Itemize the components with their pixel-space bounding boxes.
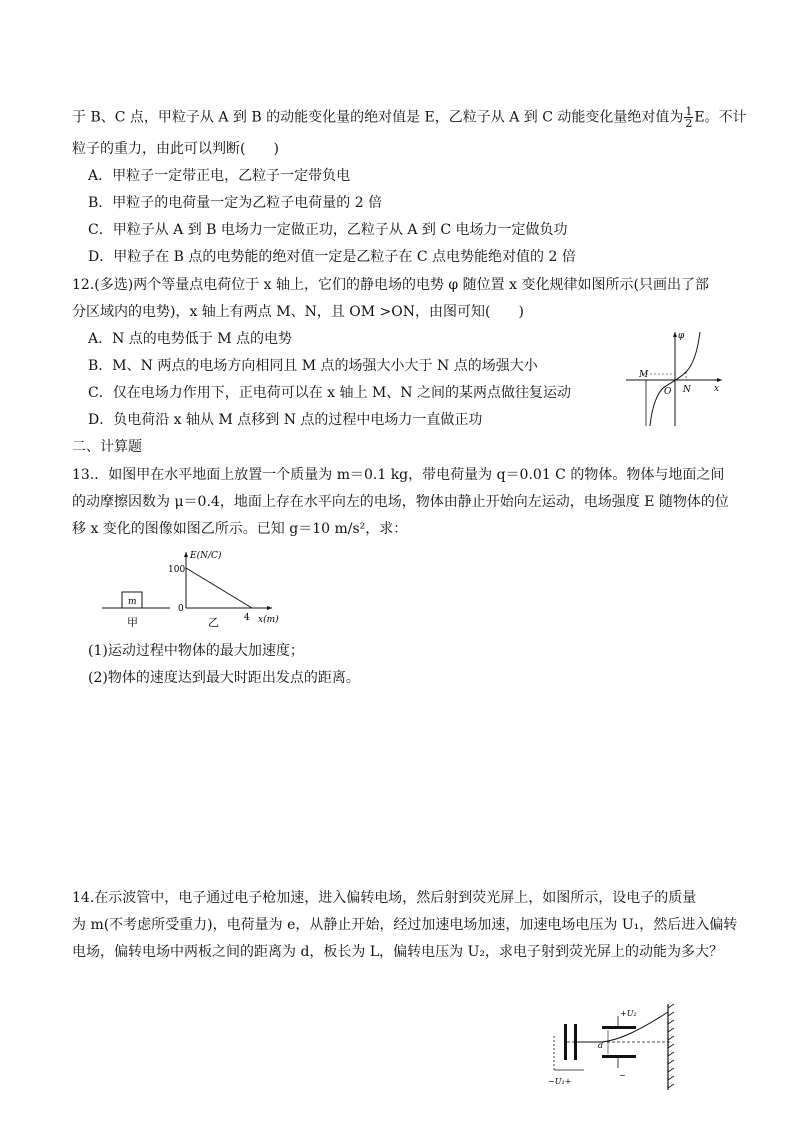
- x-axis-label: x(m): [258, 615, 279, 625]
- x-axis-arrow: [717, 378, 722, 382]
- u2-label: +U₂: [620, 1009, 637, 1018]
- phi-label: φ: [678, 331, 685, 341]
- cathode-plate: [564, 1024, 567, 1060]
- x-axis-arrow: [267, 606, 272, 610]
- q13-figures: [100, 548, 290, 630]
- q12-option-d: D．负电荷沿 x 轴从 M 点移到 N 点的过程中电场力一直做正功: [88, 412, 483, 428]
- q14-line-3: 电场，偏转电场中两板之间的距离为 d，板长为 L，偏转电压为 U₂，求电子射到荧光屏上的动能为多大？: [72, 944, 724, 960]
- q11-line-1: [72, 106, 747, 129]
- n-label: N: [683, 385, 691, 395]
- e-axis-arrow: [184, 552, 188, 557]
- section-title: 二、计算题: [72, 439, 142, 455]
- screen-hatching: [668, 1004, 674, 1088]
- q11-line-2: 粒子的重力，由此可以判断( ): [72, 141, 279, 157]
- q13-line-3: 移 x 变化的图像如图乙所示。已知 g＝10 m/s²，求：: [72, 521, 408, 537]
- q13-sub-1: (1)运动过程中物体的最大加速度；: [88, 643, 304, 659]
- upper-plate: [602, 1026, 636, 1029]
- fraction-denominator: 2: [685, 117, 693, 130]
- e-axis-label: E(N/C): [190, 551, 222, 561]
- q12-potential-graph: [622, 326, 728, 430]
- m-label: M: [639, 370, 649, 380]
- origin-label: O: [664, 387, 672, 397]
- q12-option-c: C．仅在电场力作用下，正电荷可以在 x 轴上 M、N 之间的某两点做往复运动: [88, 385, 571, 401]
- figure-jia-label: 甲: [127, 616, 138, 629]
- fraction-numerator: 1: [685, 105, 693, 118]
- e-max-label: 100: [168, 565, 186, 575]
- q11-line-1-pre: 于 B、C 点，甲粒子从 A 到 B 的动能变化量的绝对值是 E，乙粒子从 A 到 C 动能变化量绝对值为: [72, 109, 684, 126]
- figure-jia: [102, 592, 170, 629]
- u1-label: −U₁+: [548, 1077, 572, 1086]
- deflecting-field: [577, 1009, 668, 1080]
- q14-oscilloscope-diagram: [540, 1002, 680, 1094]
- q12-option-b: B．M、N 两点的电场方向相同且 M 点的场强大小大于 N 点的场强大小: [88, 358, 538, 374]
- x-max-label: 4: [244, 613, 250, 623]
- q11-option-c: C．甲粒子从 A 到 B 电场力一定做正功，乙粒子从 A 到 C 电场力一定做负功: [88, 222, 568, 238]
- d-label: d: [598, 1041, 604, 1050]
- phi-axis-arrow: [673, 332, 677, 337]
- figure-yi-label: 乙: [208, 616, 219, 629]
- e-x-line: [186, 568, 252, 608]
- figure-yi-graph: [168, 550, 279, 629]
- q11-option-d: D．甲粒子在 B 点的电势能的绝对值一定是乙粒子在 C 点电势能绝对值的 2 倍: [88, 249, 576, 265]
- q13-sub-2: (2)物体的速度达到最大时距出发点的距离。: [88, 670, 360, 686]
- q12-line-2: 分区域内的电势)，x 轴上有两点 M、N，且 OM >ON，由图可知( ): [72, 304, 524, 320]
- q12-option-a: A．N 点的电势低于 M 点的电势: [88, 331, 293, 347]
- q13-line-2: 的动摩擦因数为 μ＝0.4，地面上存在水平向左的电场，物体由静止开始向左运动，电场强度 E 随物体的位: [72, 494, 729, 510]
- block-label: m: [128, 597, 137, 607]
- minus-label: −: [619, 1071, 626, 1080]
- accelerating-field: [548, 1024, 584, 1086]
- q13-line-1: 13.．如图甲在水平地面上放置一个质量为 m＝0.1 kg，带电荷量为 q＝0.01 C 的物体。物体与地面之间: [72, 467, 725, 483]
- q14-line-2: 为 m(不考虑所受重力)，电荷量为 e，从静止开始，经过加速电场加速，加速电场电压为 U₁，然后进入偏转: [72, 917, 738, 933]
- zero-label: 0: [178, 604, 184, 614]
- q12-line-1: 12.(多选)两个等量点电荷位于 x 轴上，它们的静电场的电势 φ 随位置 x 变化规律如图所示(只画出了部: [72, 277, 709, 293]
- q11-option-b: B．甲粒子的电荷量一定为乙粒子电荷量的 2 倍: [88, 195, 383, 211]
- x-label: x: [714, 384, 720, 394]
- fluorescent-screen: [668, 1004, 674, 1090]
- lower-plate: [602, 1055, 636, 1058]
- one-half-fraction: [684, 106, 693, 129]
- q11-option-a: A．甲粒子一定带正电，乙粒子一定带负电: [88, 168, 351, 184]
- q11-line-1-post: E。不计: [694, 109, 747, 126]
- q14-line-1: 14.在示波管中，电子通过电子枪加速，进入偏转电场，然后射到荧光屏上，如图所示，设电子的质量: [72, 890, 697, 906]
